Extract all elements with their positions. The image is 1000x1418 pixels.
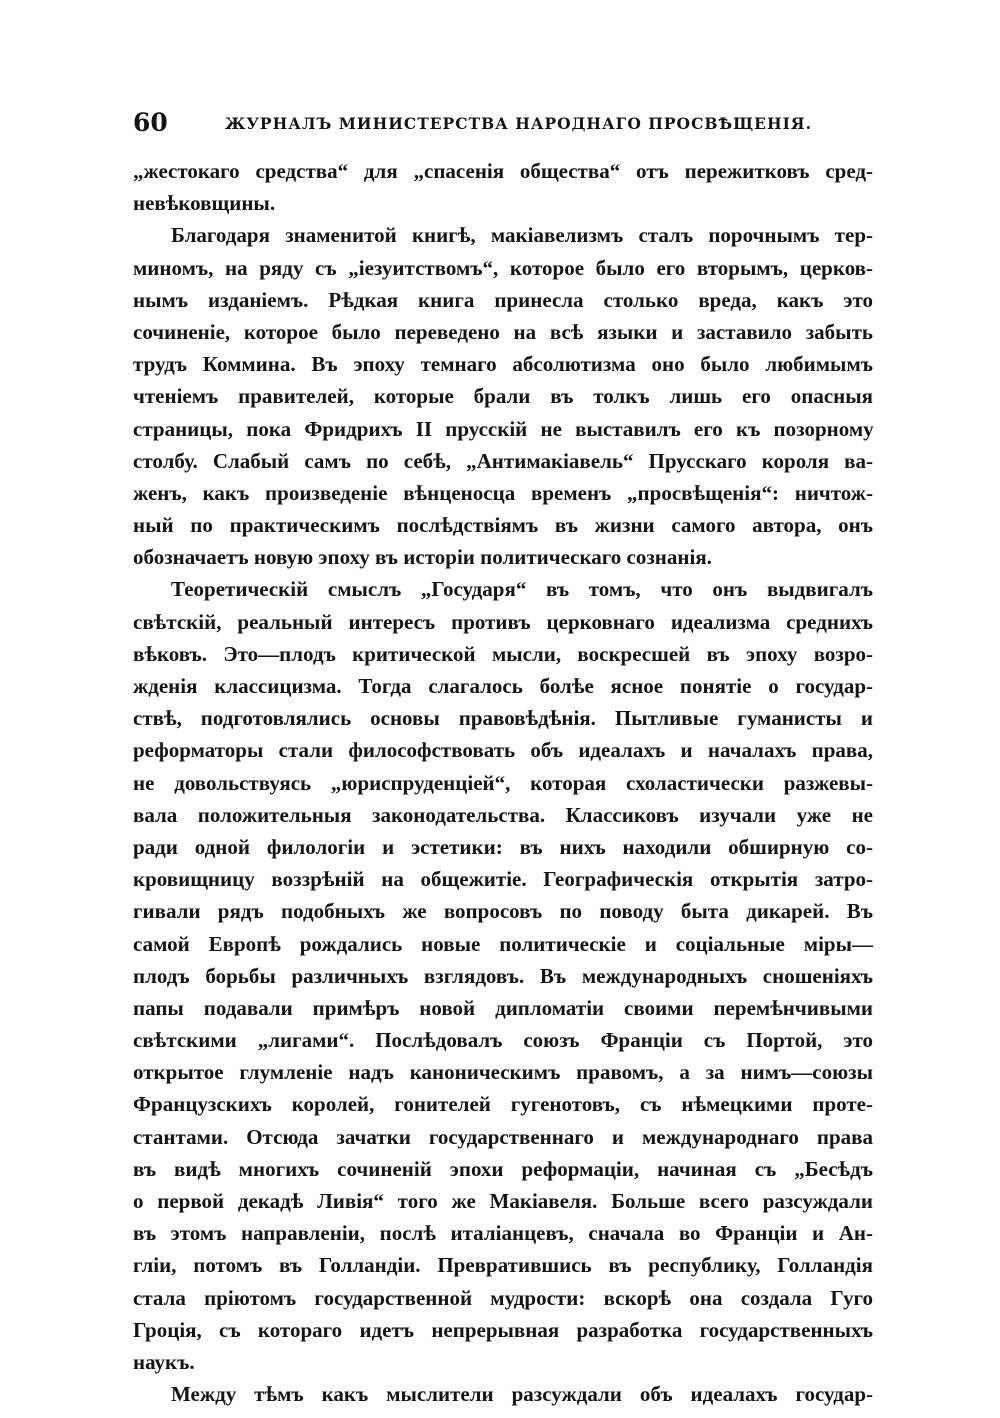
text-line: наукъ. <box>133 1349 195 1374</box>
text-line: гивали рядъ подобныхъ же вопросовъ по поводу быта дикарей. Въ <box>133 899 873 924</box>
text-line: Между тѣмъ какъ мыслители разсуждали объ идеалахъ государ- <box>171 1382 873 1407</box>
text-line: свѣтскими „лигами“. Послѣдовалъ союзъ Франціи съ Портой, это <box>133 1028 873 1053</box>
body-text <box>133 155 873 1410</box>
text-line: кровищницу воззрѣній на общежитіе. Географическія открытія затро- <box>133 867 873 892</box>
text-line: открытое глумленіе надъ каноническимъ правомъ, а за нимъ—союзы <box>133 1060 873 1085</box>
text-line: невѣковщины. <box>133 191 276 216</box>
text-line: свѣтскій, реальный интересъ противъ церковнаго идеализма среднихъ <box>133 609 873 634</box>
text-line: столбу. Слабый самъ по себѣ, „Антимакіавель“ Прусскаго короля ва- <box>133 448 873 473</box>
text-line: чтеніемъ правителей, которые брали въ толкъ лишь его опасныя <box>133 384 873 409</box>
text-line: вала положительныя законодательства. Классиковъ изучали уже не <box>133 802 873 827</box>
text-line: нымъ изданіемъ. Рѣдкая книга принесла столько вреда, какъ это <box>133 287 873 312</box>
text-line: Гроція, съ котораго идетъ непрерывная разработка государственныхъ <box>133 1317 873 1342</box>
text-line: стантами. Отсюда зачатки государственнаго и международнаго права <box>133 1124 873 1149</box>
text-line: въ этомъ направленіи, послѣ италіанцевъ, сначала во Франціи и Ан- <box>133 1221 873 1246</box>
text-line: сочиненіе, которое было переведено на всѣ языки и заставило забыть <box>133 319 873 344</box>
text-line: страницы, пока Фридрихъ II прусскій не выставилъ его къ позорному <box>133 416 873 441</box>
text-line: обозначаетъ новую эпоху въ исторіи политическаго сознанія. <box>133 545 712 570</box>
text-line: стала пріютомъ государственной мудрости: вскорѣ она создала Гуго <box>133 1285 873 1310</box>
text-line: Теоретическій смыслъ „Государя“ въ томъ, что онъ выдвигалъ <box>171 577 873 602</box>
text-line: Французскихъ королей, гонителей гугенотовъ, съ нѣмецкими проте- <box>133 1092 873 1117</box>
page-number: 60 <box>133 108 168 137</box>
text-line: вѣковъ. Это—плодъ критической мысли, воскресшей въ эпоху возро- <box>133 641 873 666</box>
text-line: ный по практическимъ послѣдствіямъ въ жизни самого автора, онъ <box>133 513 873 538</box>
text-line: женъ, какъ произведеніе вѣнценосца временъ „просвѣщенія“: ничтож- <box>133 480 873 505</box>
text-line: жденія классицизма. Тогда слагалось болѣе ясное понятіе о государ- <box>133 674 873 698</box>
text-line: не довольствуясь „юриспруденціей“, которая схоластически разжевы- <box>133 770 873 795</box>
text-line: трудъ Коммина. Въ эпоху темнаго абсолютизма оно было любимымъ <box>133 352 873 377</box>
text-line: плодъ борьбы различныхъ взглядовъ. Въ международныхъ сношеніяхъ <box>133 963 873 988</box>
text-line: ради одной филологіи и эстетики: въ нихъ находили обширную со- <box>133 834 873 859</box>
text-line: миномъ, на ряду съ „іезуитствомъ“, которое было его вторымъ, церков- <box>133 255 873 280</box>
text-line: гліи, потомъ въ Голландіи. Превратившись въ республику, Голландія <box>133 1253 873 1278</box>
running-title: ЖУРНАЛЪ МИНИСТЕРСТВА НАРОДНАГО ПРОСВѢЩЕНІЯ. <box>225 114 812 133</box>
text-line: самой Европѣ рождались новые политическіе и соціальные міры— <box>133 931 873 956</box>
text-line: въ видѣ многихъ сочиненій эпохи реформаціи, начиная съ „Бесѣдъ <box>133 1156 873 1181</box>
text-line: ствѣ, подготовлялись основы правовѣдѣнія. Пытливые гуманисты и <box>133 706 873 731</box>
text-line: Благодаря знаменитой книгѣ, макіавелизмъ сталъ порочнымъ тер- <box>171 223 873 248</box>
text-line: „жестокаго средства“ для „спасенія общества“ отъ пережитковъ сред- <box>133 159 873 183</box>
text-line: реформаторы стали философствовать объ идеалахъ и началахъ права, <box>133 738 873 763</box>
text-line: папы подавали примѣръ новой дипломатіи своими перемѣнчивыми <box>133 995 873 1020</box>
text-line: о первой декадѣ Ливія“ того же Макіавеля. Больше всего разсуждали <box>133 1189 873 1213</box>
page-header <box>133 108 873 138</box>
